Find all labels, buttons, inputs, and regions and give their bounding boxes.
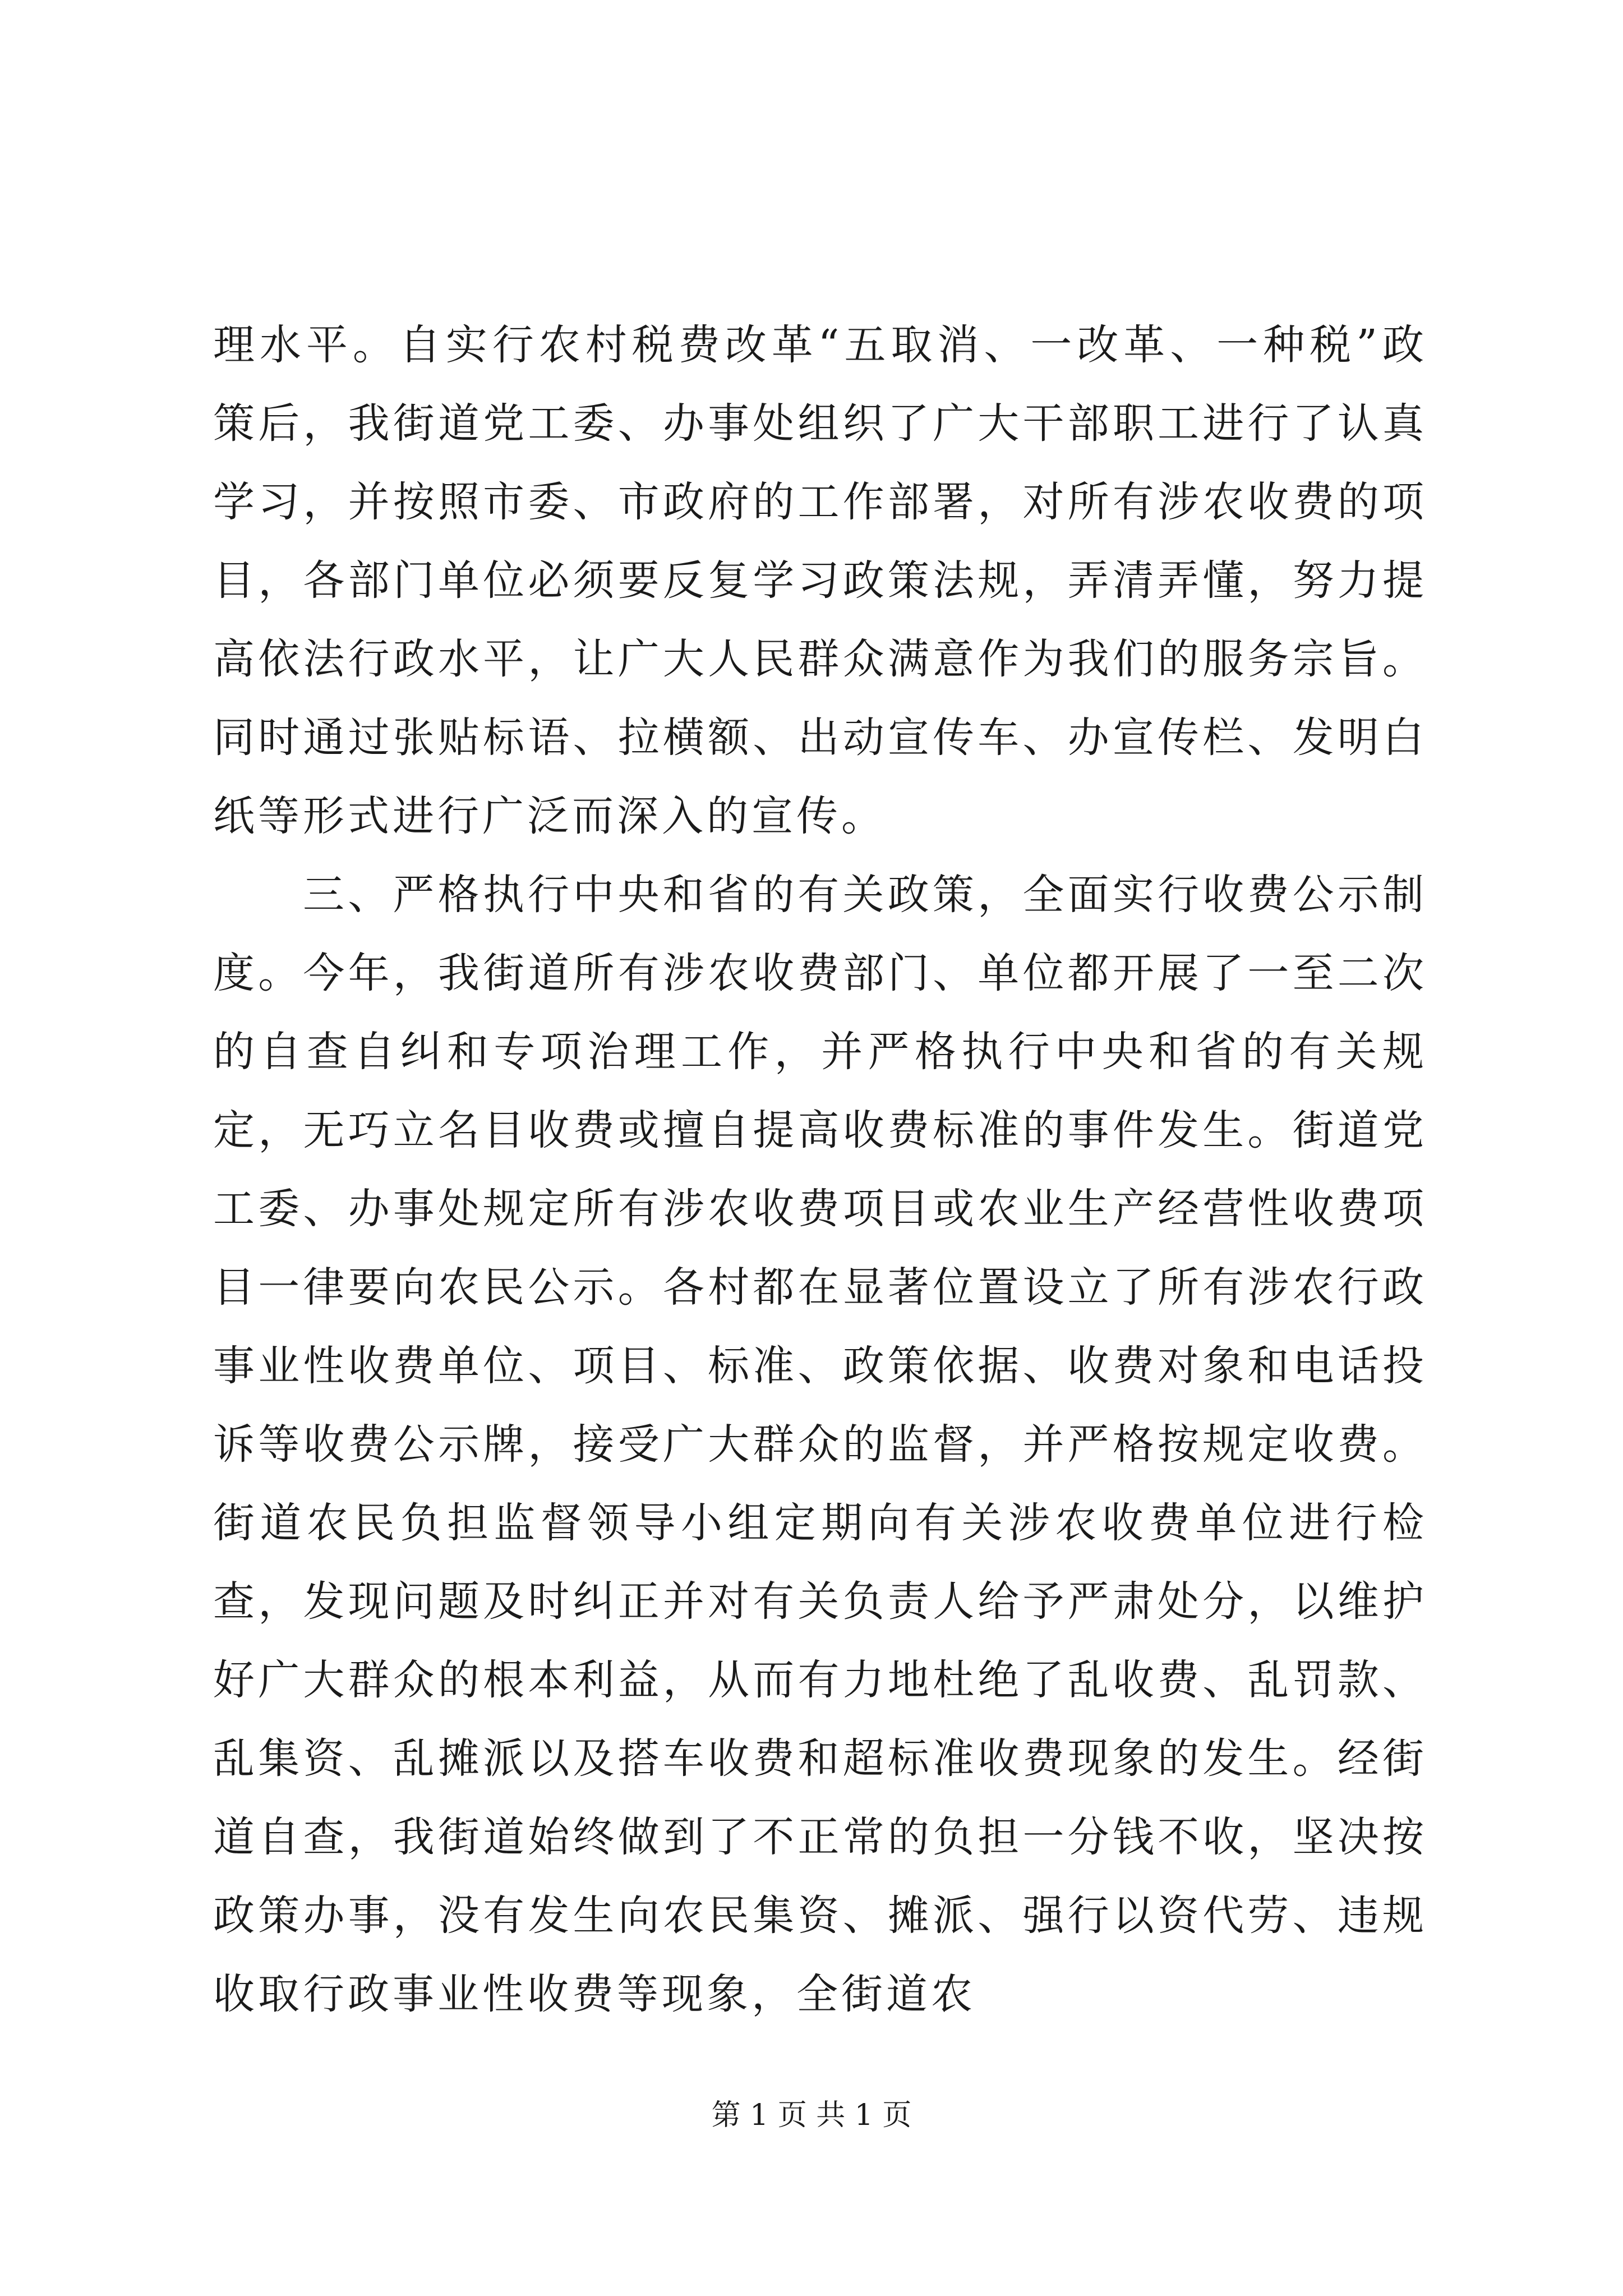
page-footer: 第 1 页 共 1 页 <box>711 2099 912 2132</box>
paragraph-continuation: 理水平。自实行农村税费改革“五取消、一改革、一种税”政策后，我街道党工委、办事处组织了广大干部职工进行了认真学习，并按照市委、市政府的工作部署，对所有涉农收费的项目，各部门单位必须要反复学习政策法规，弄清弄懂，努力提高依法行政水平，让广大人民群众满意作为我们的服务宗旨。同时通过张贴标语、拉横额、出动宣传车、办宣传栏、发明白纸等形式进行广泛而深入的宣传。 <box>213 321 1427 840</box>
paragraph-section-three: 三、严格执行中央和省的有关政策，全面实行收费公示制度。今年，我街道所有涉农收费部门、单位都开展了一至二次的自查自纠和专项治理工作，并严格执行中央和省的有关规定，无巧立名目收费或擅自提高收费标准的事件发生。街道党工委、办事处规定所有涉农收费项目或农业生产经营性收费项目一律要向农民公示。各村都在显著位置设立了所有涉农行政事业性收费单位、项目、标准、政策依据、收费对象和电话投诉等收费公示牌，接受广大群众的监督，并严格按规定收费。街道农民负担监督领导小组定期向有关涉农收费单位进行检查，发现问题及时纠正并对有关负责人给予严肃处分，以维护好广大群众的根本利益，从而有力地杜绝了乱收费、乱罚款、乱集资、乱摊派以及搭车收费和超标准收费现象的发生。经街道自查，我街道始终做到了不正常的负担一分钱不收，坚决按政策办事，没有发生向农民集资、摊派、强行以资代劳、违规收取行政事业性收费等现象，全街道农 <box>213 871 1427 2018</box>
document-body <box>213 306 1427 2033</box>
